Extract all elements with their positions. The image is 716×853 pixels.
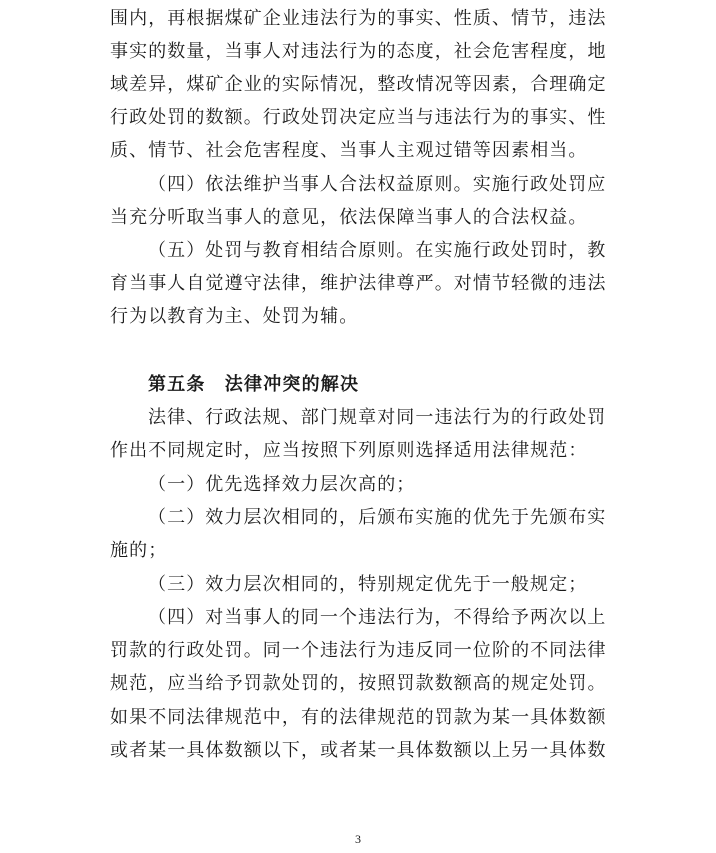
paragraph-line: （四）依法维护当事人合法权益原则。实施行政处罚应 — [148, 174, 607, 195]
paragraph-line: 行政处罚的数额。行政处罚决定应当与违法行为的事实、性 — [110, 107, 607, 128]
list-item-continuation: 罚款的行政处罚。同一个违法行为违反同一位阶的不同法律 — [110, 640, 607, 661]
paragraph-line: 育当事人自觉遵守法律，维护法律尊严。对情节轻微的违法 — [110, 273, 607, 294]
paragraph-line: （五）处罚与教育相结合原则。在实施行政处罚时，教 — [148, 240, 607, 261]
list-item-continuation: 规范，应当给予罚款处罚的，按照罚款数额高的规定处罚。 — [110, 673, 607, 694]
list-item-continuation: 施的； — [110, 540, 168, 561]
paragraph-line: 当充分听取当事人的意见，依法保障当事人的合法权益。 — [110, 207, 588, 228]
paragraph-line: 围内，再根据煤矿企业违法行为的事实、性质、情节，违法 — [110, 8, 607, 29]
paragraph-line: 法律、行政法规、部门规章对同一违法行为的行政处罚 — [148, 407, 607, 428]
list-item: （四）对当事人的同一个违法行为，不得给予两次以上 — [148, 607, 607, 628]
paragraph-line: 域差异，煤矿企业的实际情况，整改情况等因素，合理确定 — [110, 74, 607, 95]
article-heading: 第五条 法律冲突的解决 — [148, 374, 360, 395]
paragraph-line: 作出不同规定时，应当按照下列原则选择适用法律规范： — [110, 440, 588, 461]
paragraph-line: 事实的数量，当事人对违法行为的态度，社会危害程度，地 — [110, 41, 607, 62]
list-item-continuation: 如果不同法律规范中，有的法律规范的罚款为某一具体数额 — [110, 707, 607, 728]
paragraph-line: 行为以教育为主、处罚为辅。 — [110, 306, 359, 327]
page-number: 3 — [355, 832, 361, 846]
list-item: （一）优先选择效力层次高的； — [148, 474, 416, 495]
paragraph-line: 质、情节、社会危害程度、当事人主观过错等因素相当。 — [110, 140, 588, 161]
list-item: （二）效力层次相同的，后颁布实施的优先于先颁布实 — [148, 507, 607, 528]
list-item-continuation: 或者某一具体数额以下，或者某一具体数额以上另一具体数 — [110, 740, 607, 761]
list-item: （三）效力层次相同的，特别规定优先于一般规定； — [148, 574, 588, 595]
